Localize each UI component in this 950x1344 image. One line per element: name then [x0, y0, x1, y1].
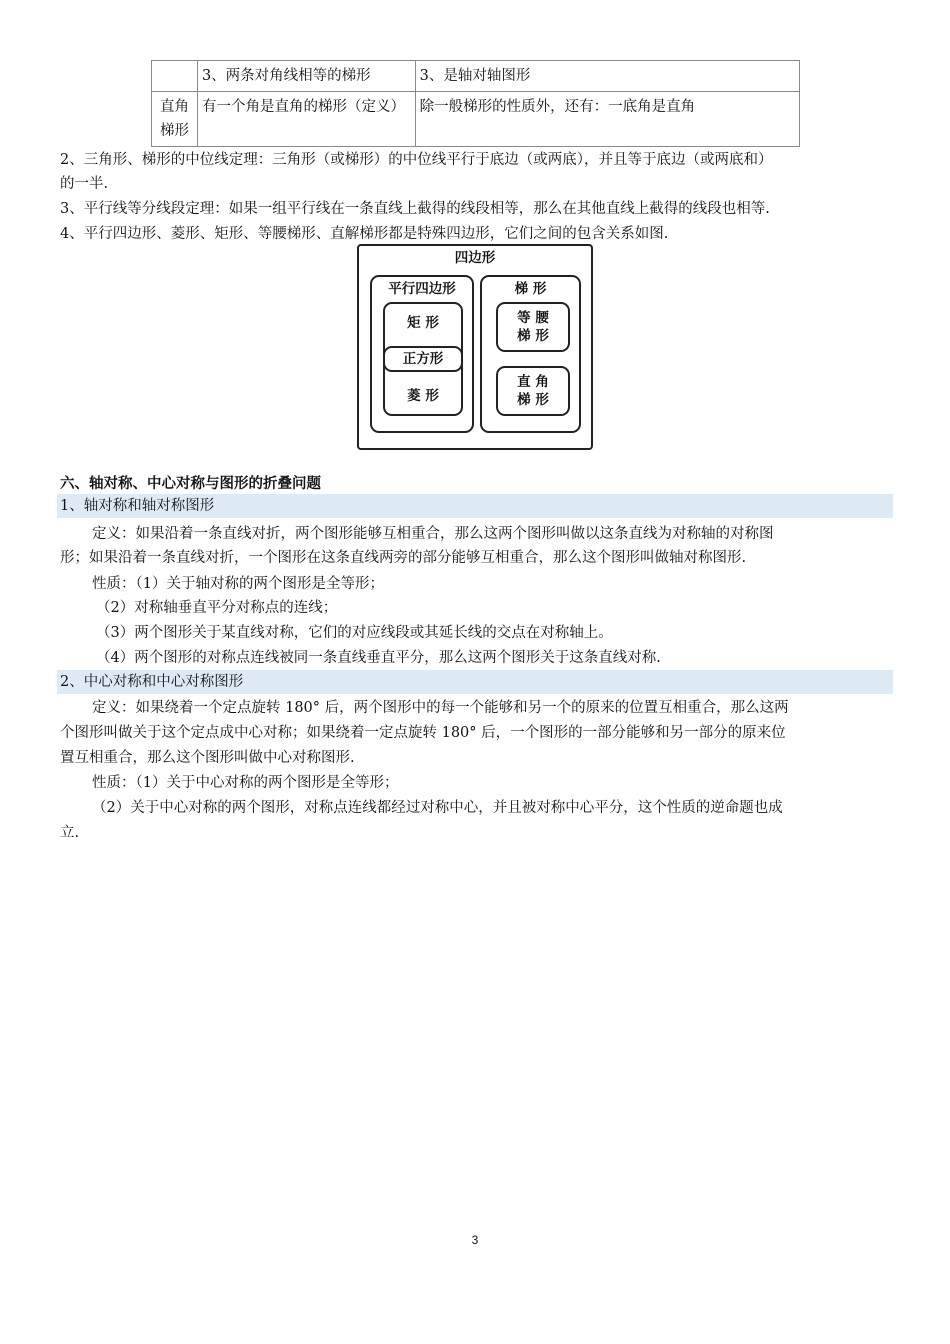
paragraph-quadrilateral-relation: 4、平行四边形、菱形、矩形、等腰梯形、直解梯形都是特殊四边形，它们之间的包含关系如图.	[60, 226, 669, 242]
page-number: 3	[471, 1233, 479, 1247]
axial-property-1: 性质：（1）关于轴对称的两个图形是全等形；	[92, 576, 384, 592]
axial-definition: 定义：如果沿着一条直线对折，两个图形能够互相重合，那么这两个图形叫做以这条直线为对称轴的对称图	[92, 526, 774, 542]
rectangle-label: 矩 形	[407, 315, 439, 331]
axial-property-3: （3）两个图形关于某直线对称，它们的对应线段或其延长线的交点在对称轴上。	[96, 625, 613, 641]
table-cell: 除一般梯形的性质外，还有：一底角是直角	[415, 92, 799, 147]
table-cell	[152, 61, 198, 92]
central-definition-cont-1: 个图形叫做关于这个定点成中心对称；如果绕着一定点旋转 180° 后，一个图形的一部分能够和另一部分的原来位	[60, 725, 786, 741]
rhombus-label: 菱 形	[407, 388, 439, 404]
right-trapezoid-label-1: 直 角	[517, 374, 549, 390]
trapezoid-label: 梯 形	[514, 281, 547, 297]
table-cell: 3、是轴对轴图形	[415, 61, 799, 92]
central-property-2: （2）关于中心对称的两个图形，对称点连线都经过对称中心，并且被对称中心平分，这个性质的逆命题也成	[92, 800, 783, 816]
paragraph-midline-theorem: 2、三角形、梯形的中位线定理：三角形（或梯形）的中位线平行于底边（或两底），并且等于底边（或两底和）	[60, 152, 773, 168]
quadrilateral-label: 四边形	[454, 250, 496, 266]
table-cell: 3、两条对角线相等的梯形	[197, 61, 415, 92]
right-trapezoid-label-2: 梯 形	[517, 392, 549, 408]
isosceles-trapezoid-label-2: 梯 形	[517, 328, 549, 344]
central-property-2-cont: 立.	[60, 825, 80, 841]
isosceles-trapezoid-label-1: 等 腰	[517, 310, 549, 326]
trapezoid-properties-table	[151, 60, 800, 147]
section-heading: 六、轴对称、中心对称与图形的折叠问题	[60, 475, 321, 492]
paragraph-midline-theorem-cont: 的一半.	[60, 176, 109, 192]
table-row	[152, 61, 800, 92]
central-definition-cont-2: 置互相重合，那么这个图形叫做中心对称图形.	[60, 750, 355, 766]
central-property-1: 性质：（1）关于中心对称的两个图形是全等形；	[92, 775, 399, 791]
table-row	[152, 92, 800, 147]
square-label: 正方形	[402, 351, 444, 367]
parallelogram-label: 平行四边形	[388, 281, 456, 297]
axial-definition-cont: 形；如果沿着一条直线对折，一个图形在这条直线两旁的部分能够互相重合，那么这个图形叫做轴对称图形.	[60, 550, 747, 566]
axial-property-4: （4）两个图形的对称点连线被同一条直线垂直平分，那么这两个图形关于这条直线对称.	[96, 650, 661, 666]
table-cell: 直角梯形	[152, 92, 198, 147]
subsection-title-axial-symmetry: 1、轴对称和轴对称图形	[57, 494, 893, 518]
paragraph-parallel-lines-theorem: 3、平行线等分线段定理：如果一组平行线在一条直线上截得的线段相等，那么在其他直线上截得的线段也相等.	[60, 201, 770, 217]
axial-property-2: （2）对称轴垂直平分对称点的连线；	[96, 600, 338, 616]
table-cell: 有一个角是直角的梯形（定义）	[197, 92, 415, 147]
subsection-title-central-symmetry: 2、中心对称和中心对称图形	[57, 670, 893, 694]
central-definition: 定义：如果绕着一个定点旋转 180° 后，两个图形中的每一个能够和另一个的原来的位置互相重合，那么这两	[92, 700, 789, 716]
